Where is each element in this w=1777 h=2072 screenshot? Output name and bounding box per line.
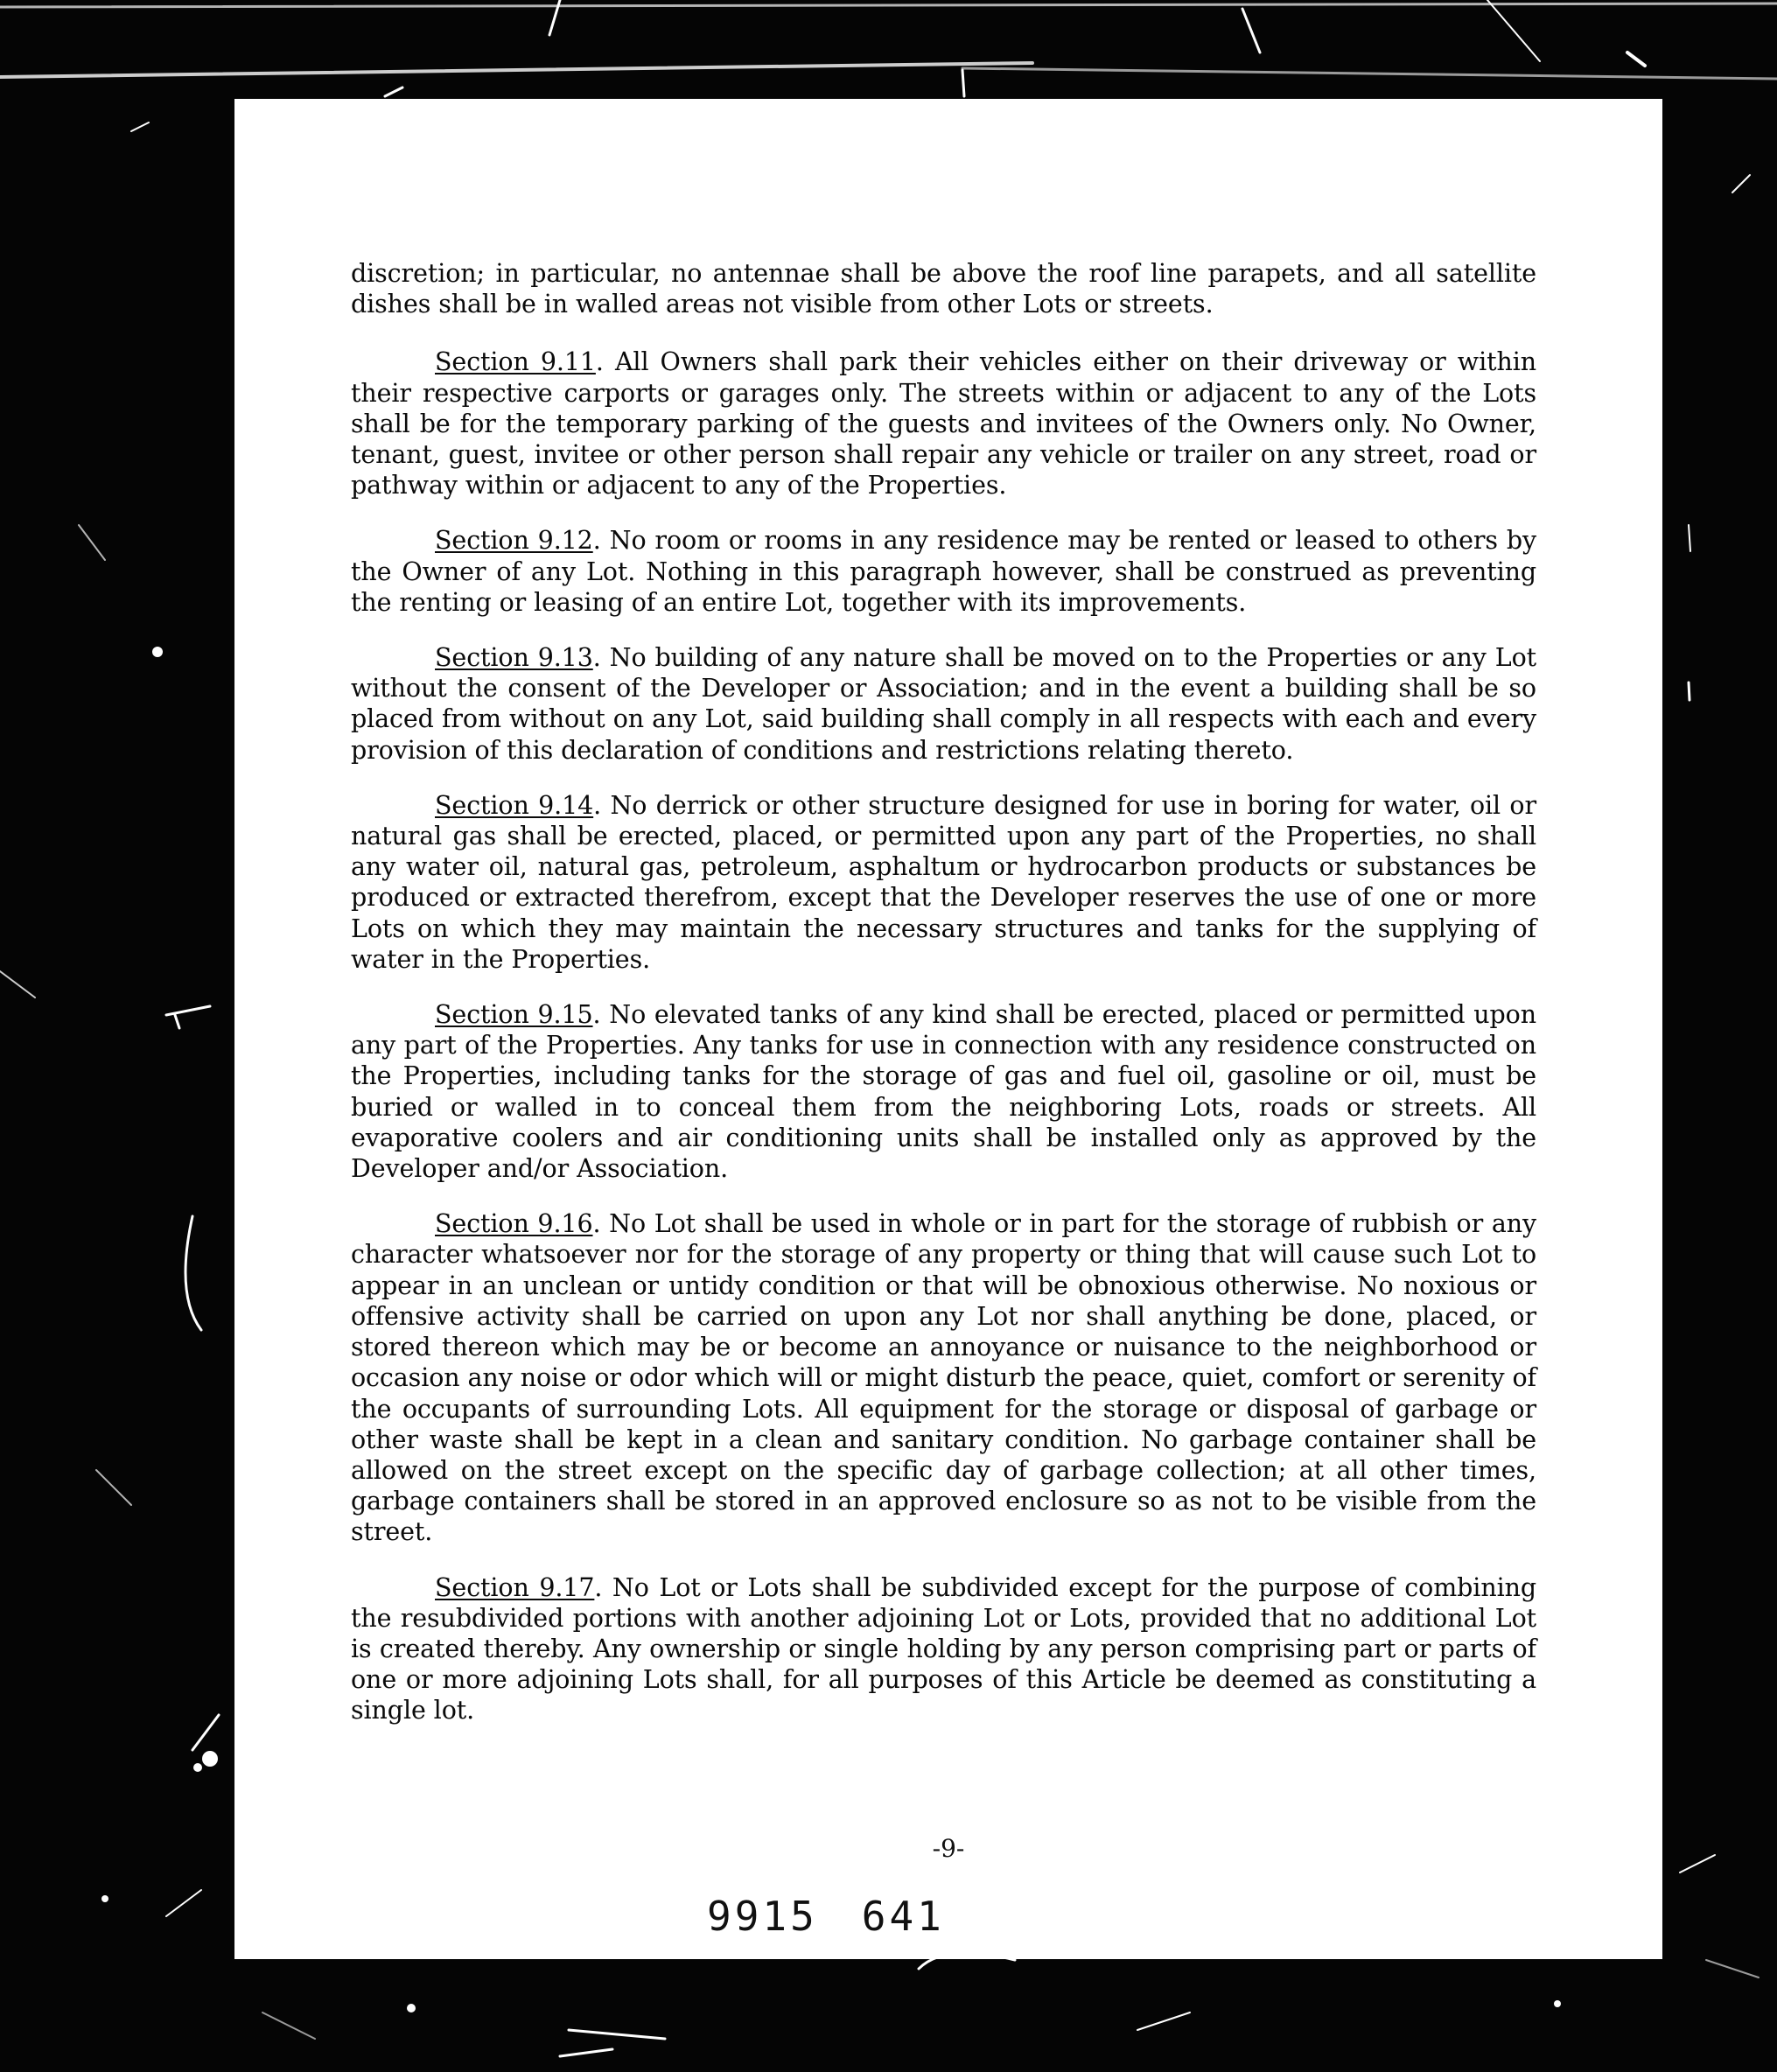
document-page xyxy=(234,99,1662,1959)
paragraph-text: . No Lot shall be used in whole or in part for the storage of rubbish or any character whatsoever nor for the storage of any property or thing that will cause such Lot to appear in an unclean or untidy condition or that will be obnoxious otherwise. No noxious or offensive activity shall be carried on upon any Lot nor shall anything be done, placed, or stored thereon which may be or become an annoyance or nuisance to the neighborhood or occasion any noise or odor which will or might disturb the peace, quiet, comfort or serenity of the occupants of surrounding Lots. All equipment for the storage or disposal of garbage or other waste shall be kept in a clean and sanitary condition. No garbage container shall be allowed on the street except on the specific day of garbage collection; at all other times, garbage containers shall be stored in an approved enclosure so as not to be visible from the street. xyxy=(351,1209,1536,1547)
recording-stamp xyxy=(707,1893,945,1940)
section-9-12 xyxy=(351,525,1536,618)
section-heading: Section 9.13 xyxy=(435,643,593,673)
section-9-14 xyxy=(351,790,1536,975)
section-9-15 xyxy=(351,999,1536,1184)
paragraph-text: . No derrick or other structure designed for use in boring for water, oil or natural gas shall be erected, placed, or permitted upon any part of the Properties, no shall any water oil, natural gas, petroleum, asphaltum or hydrocarbon products or substances be produced or extracted therefrom, except that the Developer reserves the use of one or more Lots on which they may maintain the necessary structures and tanks for the supplying of water in the Properties. xyxy=(351,790,1536,974)
paragraph-text: . All Owners shall park their vehicles either on their driveway or within their respective carports or garages only. The streets within or adjacent to any of the Lots shall be for the temporary parking of the guests and invitees of the Owners only. No Owner, tenant, guest, invitee or other person shall repair any vehicle or trailer on any street, road or pathway within or adjacent to any of the Properties. xyxy=(351,347,1536,500)
section-9-17 xyxy=(351,1572,1536,1726)
book-page-number: 641 xyxy=(861,1893,945,1940)
paragraph-text: . No room or rooms in any residence may be rented or leased to others by the Owner of any Lot. Nothing in this paragraph however, shall be construed as preventing the renting or leasing of an entire Lot, together with its improvements. xyxy=(351,526,1536,617)
paragraph-text: discretion; in particular, no antennae shall be above the roof line parapets, and all satellite dishes shall be in walled areas not visible from other Lots or streets. xyxy=(351,259,1536,319)
section-heading: Section 9.12 xyxy=(435,526,593,556)
paragraph-text: . No Lot or Lots shall be subdivided except for the purpose of combining the resubdivided portions with another adjoining Lot or Lots, provided that no additional Lot is created thereby. Any ownership or single holding by any person comprising part or parts of one or more adjoining Lots shall, for all purposes of this Article be deemed as constituting a single lot. xyxy=(351,1572,1536,1726)
section-heading: Section 9.17 xyxy=(435,1572,595,1602)
page-number: -9- xyxy=(932,1834,965,1863)
book-number: 9915 xyxy=(707,1893,818,1940)
paragraph-text: . No elevated tanks of any kind shall be erected, placed or permitted upon any part of the Properties. Any tanks for use in connection with any residence constructed on the Properties, including tanks for the storage of gas and fuel oil, gasoline or oil, must be buried or walled in to conceal them from the neighboring Lots, roads or streets. All evaporative coolers and air conditioning units shall be installed only as approved by the Developer and/or Association. xyxy=(351,1000,1536,1184)
section-heading: Section 9.14 xyxy=(435,790,594,820)
section-9-11 xyxy=(351,346,1536,500)
document-body xyxy=(351,258,1536,1751)
section-heading: Section 9.15 xyxy=(435,1000,593,1030)
paragraph-text: . No building of any nature shall be moved on to the Properties or any Lot without the consent of the Developer or Association; and in the event a building shall be so placed from without on any Lot, said building shall comply in all respects with each and every provision of this declaration of conditions and restrictions relating thereto. xyxy=(351,643,1536,765)
section-heading: Section 9.11 xyxy=(435,347,596,377)
section-heading: Section 9.16 xyxy=(435,1209,593,1239)
section-9-13 xyxy=(351,642,1536,766)
paragraph-continuation xyxy=(351,258,1536,319)
section-9-16 xyxy=(351,1208,1536,1547)
